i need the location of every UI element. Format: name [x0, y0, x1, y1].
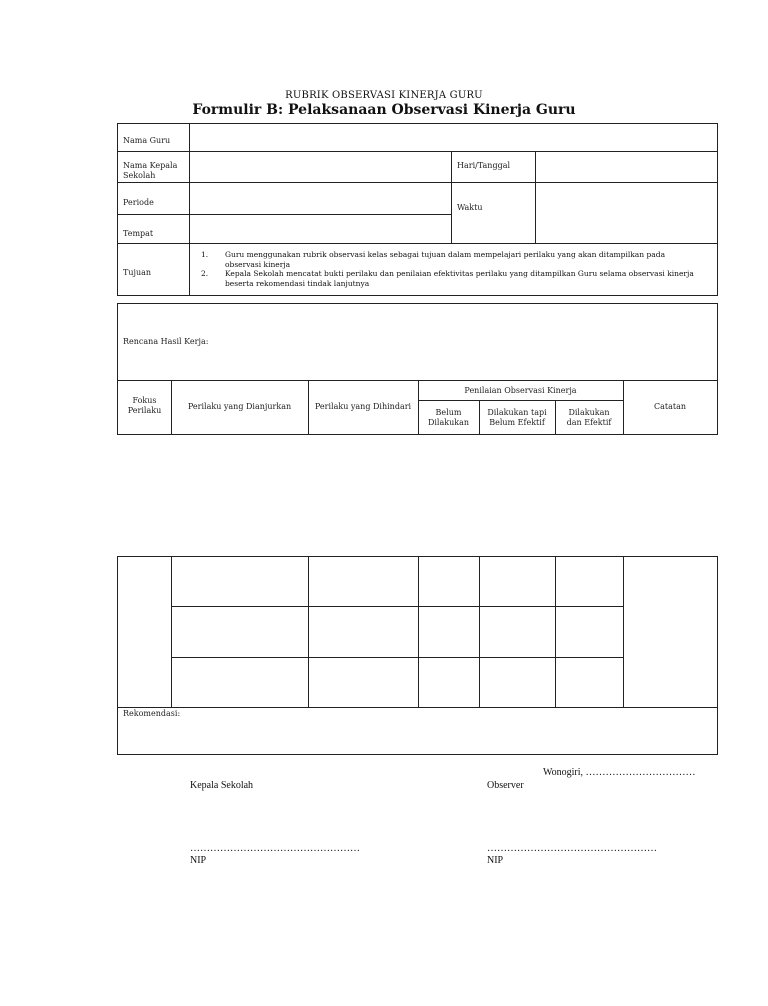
document-supertitle: RUBRIK OBSERVASI KINERJA GURU: [285, 90, 483, 101]
label-observer: Observer: [487, 780, 524, 791]
label-nama-kepala-sekolah: Nama Kepala Sekolah: [123, 161, 178, 180]
label-rencana-hasil-kerja: Rencana Hasil Kerja:: [123, 337, 209, 346]
header-penilaian-observasi: Penilaian Observasi Kinerja: [464, 386, 577, 395]
label-tujuan: Tujuan: [123, 268, 152, 277]
document-title: Formulir B: Pelaksanaan Observasi Kinerja Guru: [192, 102, 576, 118]
place-date: Wonogiri, ……………………………: [543, 767, 696, 778]
label-periode: Periode: [123, 198, 154, 207]
header-dilakukan-efektif: Dilakukan dan Efektif: [566, 408, 612, 427]
document-header: [0, 90, 768, 118]
header-belum-dilakukan: Belum Dilakukan: [427, 408, 470, 427]
header-dilakukan-belum-efektif: Dilakukan tapi Belum Efektif: [487, 408, 547, 427]
header-perilaku-dianjurkan: Perilaku yang Dianjurkan: [187, 402, 292, 411]
header-perilaku-dihindari: Perilaku yang Dihindari: [314, 402, 412, 411]
label-tempat: Tempat: [123, 229, 154, 238]
label-nama-guru: Nama Guru: [123, 136, 171, 145]
label-waktu: Waktu: [457, 203, 483, 212]
nip-left: NIP: [190, 855, 207, 866]
nip-right: NIP: [487, 855, 504, 866]
purpose-item: 1. Guru menggunakan rubrik observasi kelas sebagai tujuan dalam mempelajari perilaku yang akan ditampilkan pada observasi kinerja: [201, 250, 666, 269]
purpose-item: 2. Kepala Sekolah mencatat bukti perilaku dan penilaian efektivitas perilaku yang ditampilkan Guru selama observasi kinerja beserta rekomendasi tindak lanjutnya: [201, 269, 694, 288]
header-fokus-perilaku: Fokus Perilaku: [127, 396, 162, 415]
header-catatan: Catatan: [653, 402, 686, 411]
signature-line-left: ……………………………………………: [190, 843, 360, 854]
label-rekomendasi: Rekomendasi:: [123, 709, 181, 718]
signature-line-right: ……………………………………………: [487, 843, 657, 854]
purpose-list: [201, 250, 701, 288]
label-kepala-sekolah: Kepala Sekolah: [190, 780, 254, 791]
label-hari-tanggal: Hari/Tanggal: [457, 161, 511, 170]
